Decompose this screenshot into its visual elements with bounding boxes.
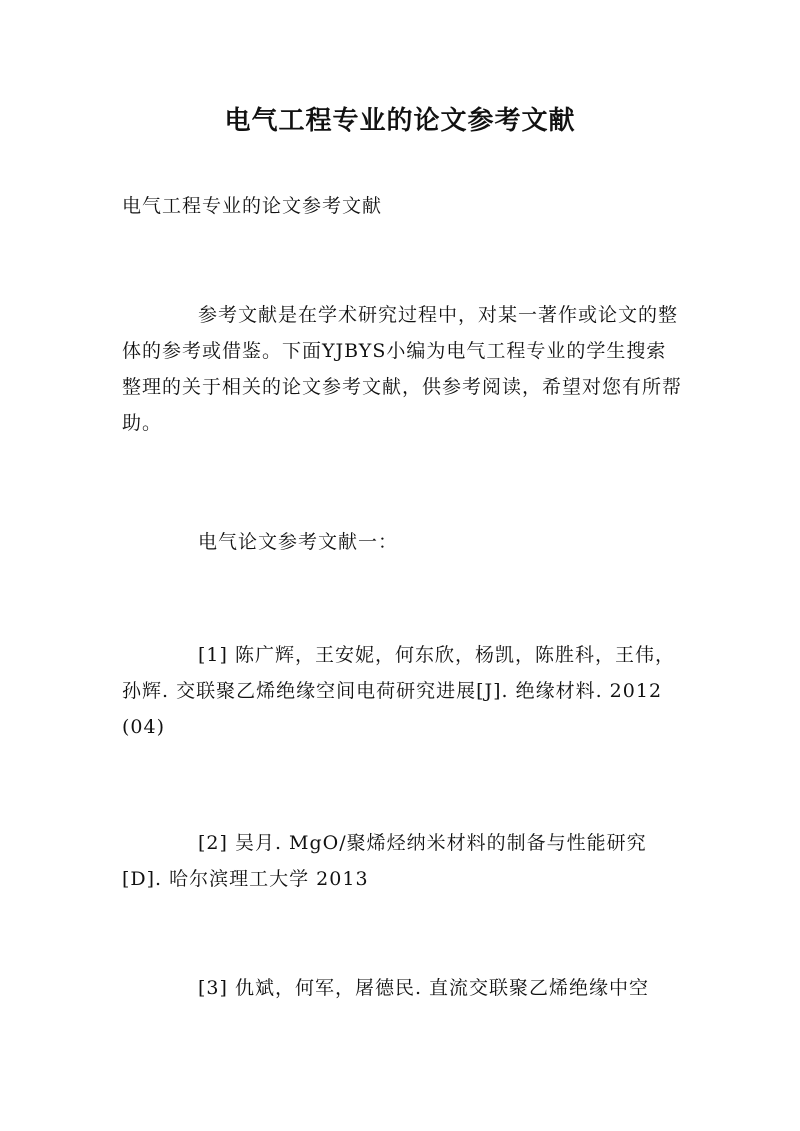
reference-item-2: [2] 吴月. MgO/聚烯烃纳米材料的制备与性能研究[D]. 哈尔滨理工大学 2013	[122, 832, 647, 890]
reference-item-1: [1] 陈广辉，王安妮，何东欣，杨凯，陈胜科，王伟，孙辉. 交联聚乙烯绝缘空间电荷研究进展[J]. 绝缘材料. 2012(04)	[122, 644, 675, 738]
document-subtitle: 电气工程专业的论文参考文献	[122, 195, 383, 217]
intro-paragraph: 参考文献是在学术研究过程中，对某一著作或论文的整体的参考或借鉴。下面YJBYS小编为电气工程专业的学生搜索整理的关于相关的论文参考文献，供参考阅读，希望对您有所帮助。	[122, 304, 683, 434]
reference-item-3: [3] 仇斌，何军，屠德民. 直流交联聚乙烯绝缘中空	[198, 977, 650, 999]
section-heading: 电气论文参考文献一：	[198, 531, 399, 553]
document-title: 电气工程专业的论文参考文献	[224, 106, 576, 136]
